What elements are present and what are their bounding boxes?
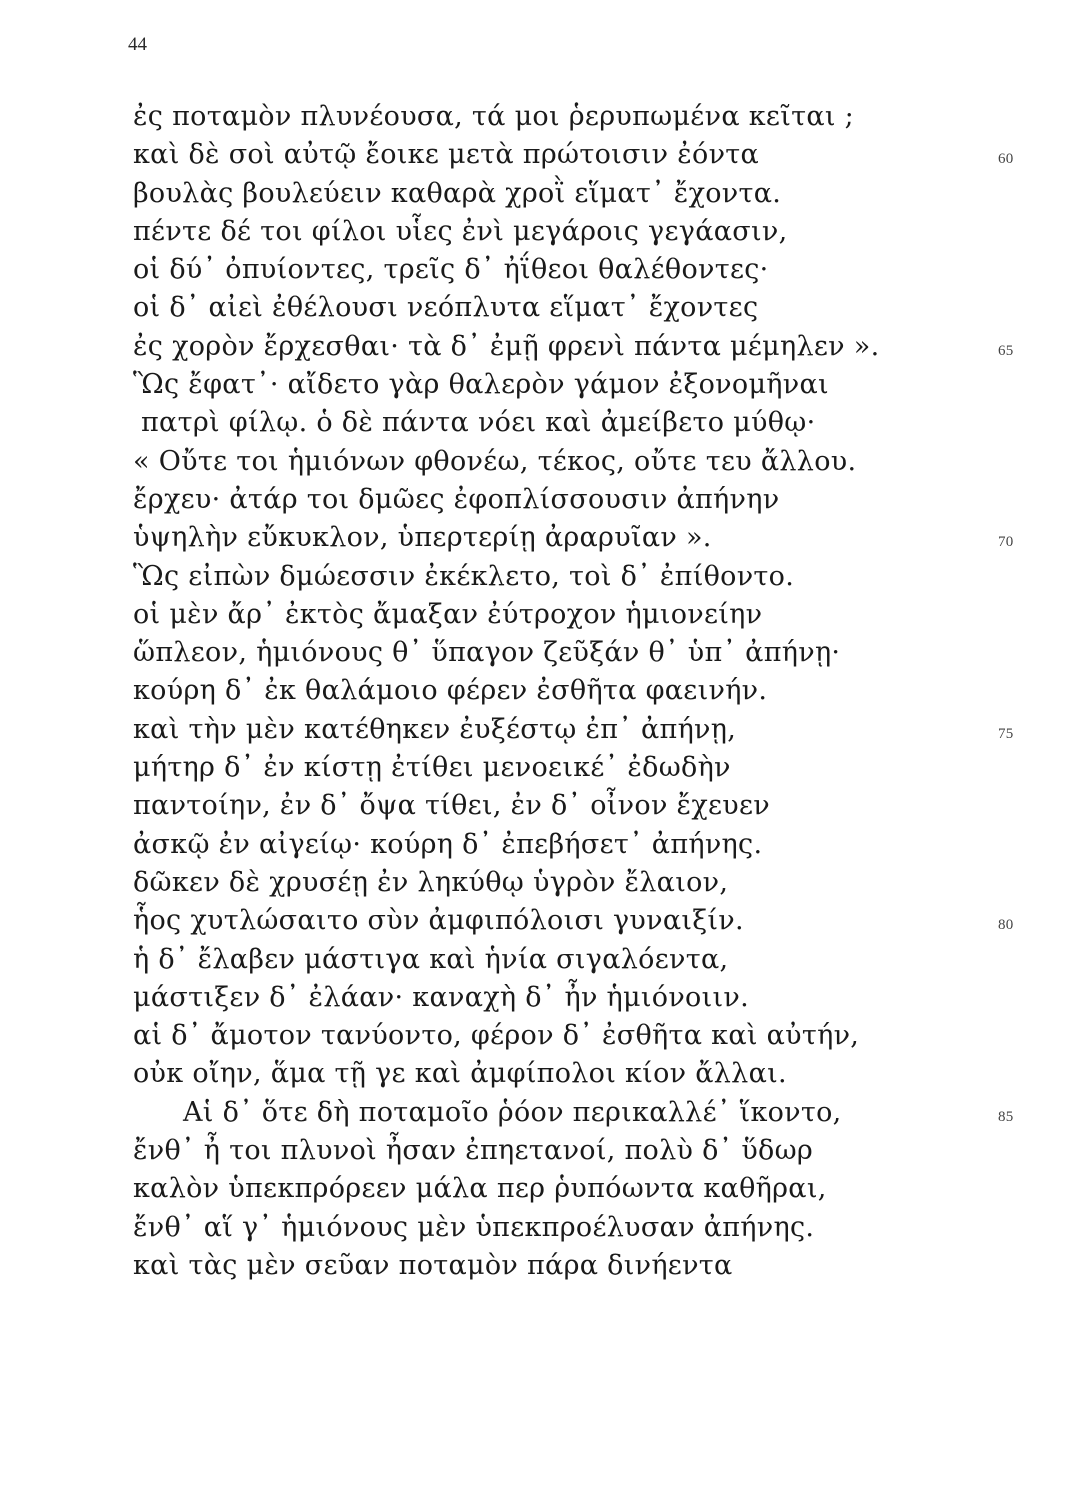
verse-line-text: ὑψηλὴν εὔκυκλον, ὑπερτερίῃ ἀραρυῖαν ». <box>133 522 712 554</box>
verse-line-text: οἱ μὲν ἄρ᾽ ἐκτὸς ἄμαξαν ἐύτροχον ἡμιονείην <box>133 598 763 630</box>
verse-line <box>133 902 1013 940</box>
verse-line <box>133 1170 1013 1208</box>
line-number: 60 <box>998 151 1014 168</box>
verse-line-text: καὶ τὰς μὲν σεῦαν ποταμὸν πάρα δινήεντα <box>133 1249 733 1281</box>
verse-line-text: οὐκ οἴην, ἅμα τῇ γε καὶ ἀμφίπολοι κίον ἄλλαι. <box>133 1058 787 1090</box>
verse-line <box>133 979 1013 1017</box>
verse-line <box>133 1132 1013 1170</box>
verse-line-text: « Οὔτε τοι ἡμιόνων φθονέω, τέκος, οὔτε τευ ἄλλου. <box>133 445 857 477</box>
verse-line <box>133 328 1013 366</box>
verse-line <box>133 1017 1013 1055</box>
verse-line <box>133 251 1013 289</box>
verse-line <box>133 1247 1013 1285</box>
verse-line-text: καὶ δὲ σοὶ αὐτῷ ἔοικε μετὰ πρώτοισιν ἐόντα <box>133 139 760 171</box>
verse-line <box>133 596 1013 634</box>
verse-line <box>133 787 1013 825</box>
verse-line-text: οἱ δύ᾽ ὀπυίοντες, τρεῖς δ᾽ ἠΐθεοι θαλέθοντες· <box>133 254 769 286</box>
verse-line-text: κούρη δ᾽ ἐκ θαλάμοιο φέρεν ἐσθῆτα φαεινήν. <box>133 675 768 707</box>
line-number: 85 <box>998 1108 1014 1125</box>
verse-line <box>133 289 1013 327</box>
verse-line <box>133 136 1013 174</box>
verse-line <box>133 1055 1013 1093</box>
verse-line-text: δῶκεν δὲ χρυσέῃ ἐν ληκύθῳ ὑγρὸν ἔλαιον, <box>133 866 729 898</box>
verse-line-text: πέντε δέ τοι φίλοι υἷες ἐνὶ μεγάροις γεγάασιν, <box>133 215 788 247</box>
verse-line-text: μήτηρ δ᾽ ἐν κίστῃ ἐτίθει μενοεικέ᾽ ἐδωδὴν <box>133 752 731 784</box>
verse-line-text: μάστιξεν δ᾽ ἐλάαν· καναχὴ δ᾽ ἦν ἡμιόνοιιν. <box>133 981 749 1013</box>
line-number: 75 <box>998 725 1014 742</box>
verse-line-text: ἔρχευ· ἀτάρ τοι δμῶες ἐφοπλίσσουσιν ἀπήνην <box>133 483 780 515</box>
line-number: 70 <box>998 534 1014 551</box>
verse-line-text: πατρὶ φίλῳ. ὁ δὲ πάντα νόει καὶ ἀμείβετο μύθῳ· <box>141 407 816 439</box>
verse-line <box>133 443 1013 481</box>
verse-line <box>133 672 1013 710</box>
verse-line <box>133 366 1013 404</box>
verse-line-text: αἱ δ᾽ ἄμοτον τανύοντο, φέρον δ᾽ ἐσθῆτα καὶ αὐτήν, <box>133 1020 860 1052</box>
page-number: 44 <box>128 34 147 55</box>
verse-line <box>133 175 1013 213</box>
verse-line <box>133 941 1013 979</box>
verse-line-text: οἱ δ᾽ αἰεὶ ἐθέλουσι νεόπλυτα εἵματ᾽ ἔχοντες <box>133 292 759 324</box>
verse-line-text: ἡ δ᾽ ἔλαβεν μάστιγα καὶ ἡνία σιγαλόεντα, <box>133 943 729 975</box>
verse-line-text: καὶ τὴν μὲν κατέθηκεν ἐυξέστῳ ἐπ᾽ ἀπήνῃ, <box>133 713 737 745</box>
verse-line-text: ἔνθ᾽ αἵ γ᾽ ἡμιόνους μὲν ὑπεκπροέλυσαν ἀπήνης. <box>133 1211 815 1243</box>
verse-line-text: Ὣς εἰπὼν δμώεσσιν ἐκέκλετο, τοὶ δ᾽ ἐπίθοντο. <box>133 560 795 592</box>
verse-line-text: ἀσκῷ ἐν αἰγείῳ· κούρη δ᾽ ἐπεβήσετ᾽ ἀπήνης. <box>133 828 763 860</box>
verse-line <box>133 481 1013 519</box>
verse-line-text: καλὸν ὑπεκπρόρεεν μάλα περ ῥυπόωντα καθῆραι, <box>133 1173 827 1205</box>
verse-line-text: ἔνθ᾽ ἦ τοι πλυνοὶ ἦσαν ἐπηετανοί, πολὺ δ᾽ ὕδωρ <box>133 1135 814 1167</box>
verse-line <box>133 404 1013 442</box>
verse-line-text: ἐς ποταμὸν πλυνέουσα, τά μοι ῥερυπωμένα κεῖται ; <box>133 101 855 132</box>
line-number: 80 <box>998 917 1014 934</box>
verse-line <box>133 519 1013 557</box>
verse-line-text: Ὣς ἔφατ᾽· αἴδετο γὰρ θαλερὸν γάμον ἐξονομῆναι <box>133 369 829 401</box>
verse-line <box>133 558 1013 596</box>
verse-line-text: ὥπλεον, ἡμιόνους θ᾽ ὕπαγον ζεῦξάν θ᾽ ὑπ᾽ ἀπήνῃ· <box>133 637 841 669</box>
verse-line <box>133 98 1013 136</box>
verse-line <box>133 749 1013 787</box>
verse-text <box>133 98 1013 1285</box>
verse-line <box>133 1209 1013 1247</box>
verse-line-text: ἧος χυτλώσαιτο σὺν ἀμφιπόλοισι γυναιξίν. <box>133 905 744 937</box>
line-number: 65 <box>998 342 1014 359</box>
verse-line <box>133 711 1013 749</box>
verse-line <box>133 213 1013 251</box>
verse-line-text: βουλὰς βουλεύειν καθαρὰ χροῒ εἵματ᾽ ἔχοντα. <box>133 177 782 209</box>
verse-line-text: παντοίην, ἐν δ᾽ ὄψα τίθει, ἐν δ᾽ οἶνον ἔχευεν <box>133 790 770 822</box>
verse-line <box>133 826 1013 864</box>
verse-line <box>133 1094 1013 1132</box>
verse-line-text: Αἱ δ᾽ ὅτε δὴ ποταμοῖο ῥόον περικαλλέ᾽ ἵκοντο, <box>183 1096 842 1128</box>
verse-line <box>133 864 1013 902</box>
verse-line-text: ἐς χορὸν ἔρχεσθαι· τὰ δ᾽ ἐμῇ φρενὶ πάντα μέμηλεν ». <box>133 330 880 362</box>
verse-line <box>133 634 1013 672</box>
